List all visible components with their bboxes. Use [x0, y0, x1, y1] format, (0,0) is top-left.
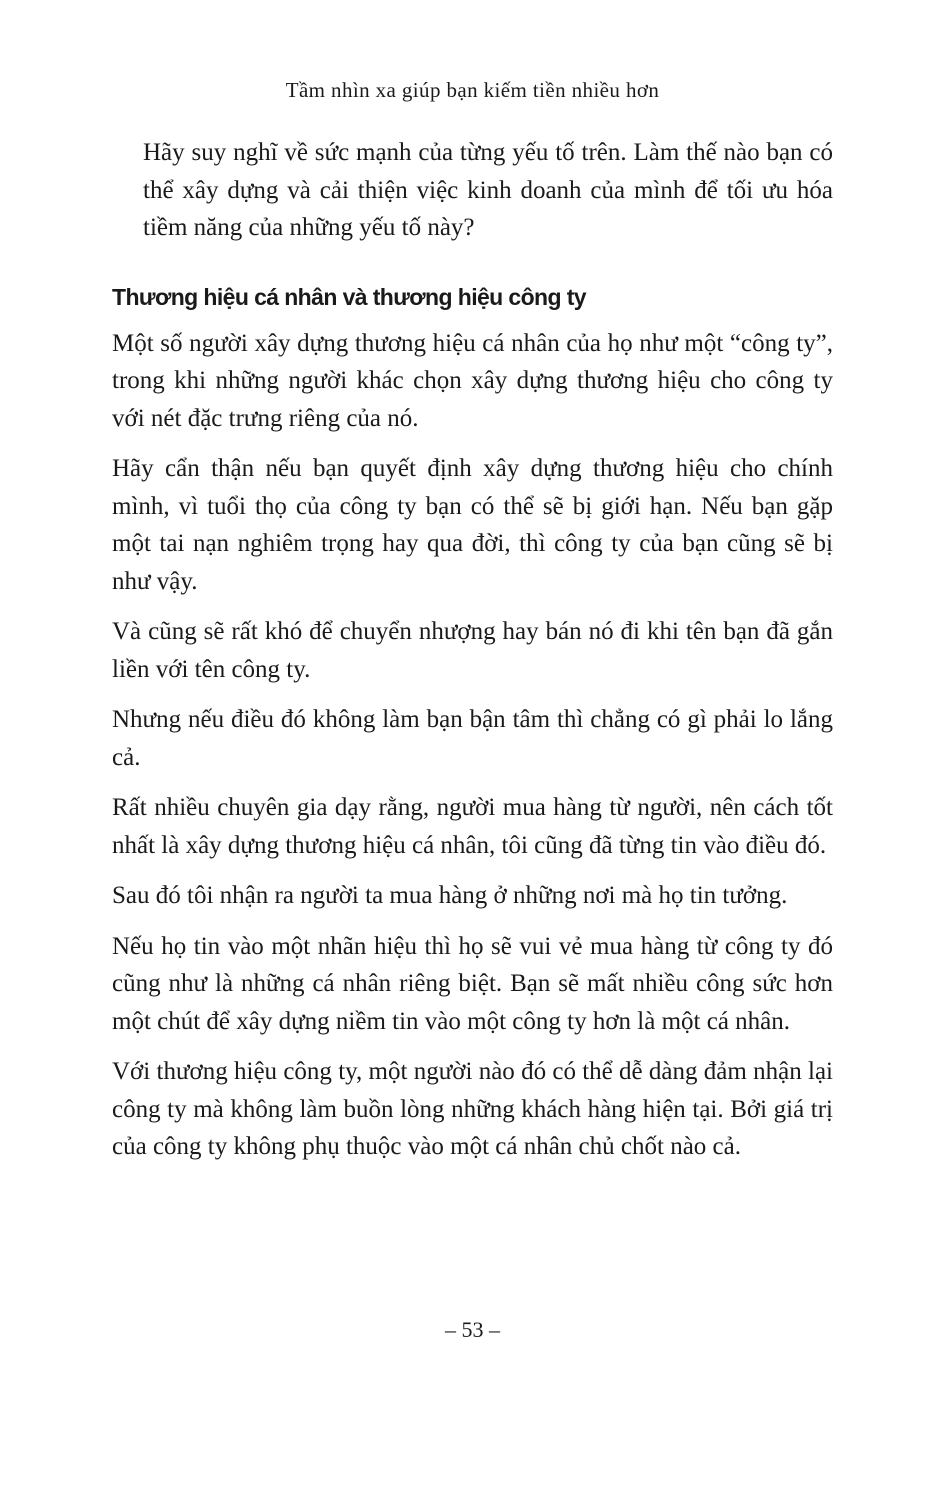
body-paragraph-3: Và cũng sẽ rất khó để chuyển nhượng hay bán nó đi khi tên bạn đã gắn liền với tên công ty.	[112, 618, 833, 683]
body-paragraph-1: Một số người xây dựng thương hiệu cá nhân của họ như một “công ty”, trong khi những người khác chọn xây dựng thương hiệu cho công ty với nét đặc trưng riêng của nó.	[112, 329, 833, 432]
body-paragraph-6: Sau đó tôi nhận ra người ta mua hàng ở những nơi mà họ tin tưởng.	[112, 882, 788, 909]
body-paragraph-4: Nhưng nếu điều đó không làm bạn bận tâm thì chẳng có gì phải lo lắng cả.	[112, 706, 833, 771]
running-header: Tầm nhìn xa giúp bạn kiếm tiền nhiều hơn	[285, 78, 660, 102]
page-body	[112, 134, 833, 1179]
section-heading: Thương hiệu cá nhân và thương hiệu công ty	[112, 283, 586, 310]
body-paragraph-2: Hãy cẩn thận nếu bạn quyết định xây dựng thương hiệu cho chính mình, vì tuổi thọ của công ty bạn có thể sẽ bị giới hạn. Nếu bạn gặp một tai nạn nghiêm trọng hay qua đời, thì công ty của bạn cũng sẽ bị như vậy.	[112, 455, 833, 595]
body-paragraph-8: Với thương hiệu công ty, một người nào đó có thể dễ dàng đảm nhận lại công ty mà không làm buồn lòng những khách hàng hiện tại. Bởi giá trị của công ty không phụ thuộc vào một cá nhân chủ chốt nào cả.	[112, 1058, 833, 1160]
body-paragraph-7: Nếu họ tin vào một nhãn hiệu thì họ sẽ vui vẻ mua hàng từ công ty đó cũng như là những cá nhân riêng biệt. Bạn sẽ mất nhiều công sức hơn một chút để xây dựng niềm tin vào một công ty hơn là một cá nhân.	[112, 932, 833, 1035]
page-number: – 53 –	[445, 1317, 500, 1342]
body-paragraph-5: Rất nhiều chuyên gia dạy rằng, người mua hàng từ người, nên cách tốt nhất là xây dựng thương hiệu cá nhân, tôi cũng đã từng tin vào điều đó.	[112, 794, 833, 859]
intro-paragraph: Hãy suy nghĩ về sức mạnh của từng yếu tố trên. Làm thế nào bạn có thể xây dựng và cải thiện việc kinh doanh của mình để tối ưu hóa tiềm năng của những yếu tố này?	[143, 139, 833, 241]
